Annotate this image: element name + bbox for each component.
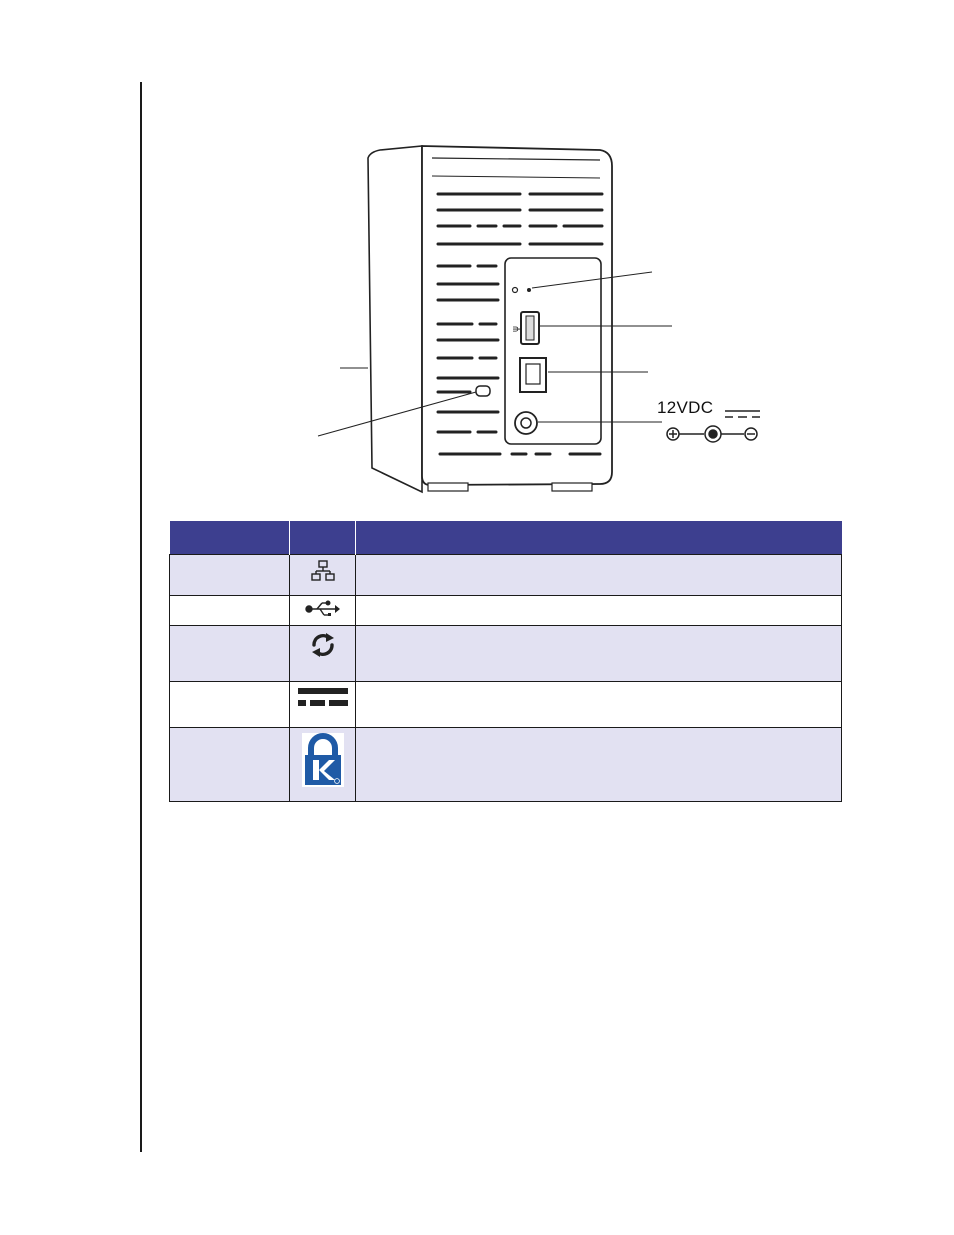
table-cell (290, 682, 356, 728)
table-cell (356, 555, 842, 596)
table-cell (356, 626, 842, 682)
table-cell (290, 555, 356, 596)
table-cell (290, 596, 356, 626)
table-cell (170, 596, 290, 626)
table-cell (170, 555, 290, 596)
dc-power-icon (297, 686, 349, 711)
table-row (170, 626, 842, 682)
table-row (170, 728, 842, 802)
usb-icon (305, 600, 341, 621)
table-cell (170, 626, 290, 682)
device-rear-illustration (300, 140, 770, 500)
header-cell (170, 521, 290, 555)
kensington-lock-icon (302, 733, 344, 790)
svg-text:ψ: ψ (511, 326, 521, 332)
network-icon (311, 559, 335, 586)
table-row (170, 596, 842, 626)
table-row (170, 682, 842, 728)
sync-icon (308, 630, 338, 663)
ports-table (169, 521, 842, 802)
table-cell (290, 626, 356, 682)
table-row (170, 555, 842, 596)
table-cell (170, 728, 290, 802)
power-rating-label: 12VDC (657, 398, 714, 417)
table-cell (290, 728, 356, 802)
page-margin-rule (140, 82, 142, 1152)
table-cell (356, 596, 842, 626)
table-cell (170, 682, 290, 728)
header-cell (290, 521, 356, 555)
header-cell (356, 521, 842, 555)
table-header-row (170, 521, 842, 555)
table-cell (356, 682, 842, 728)
table-cell (356, 728, 842, 802)
device-rear-drawing (300, 140, 770, 500)
